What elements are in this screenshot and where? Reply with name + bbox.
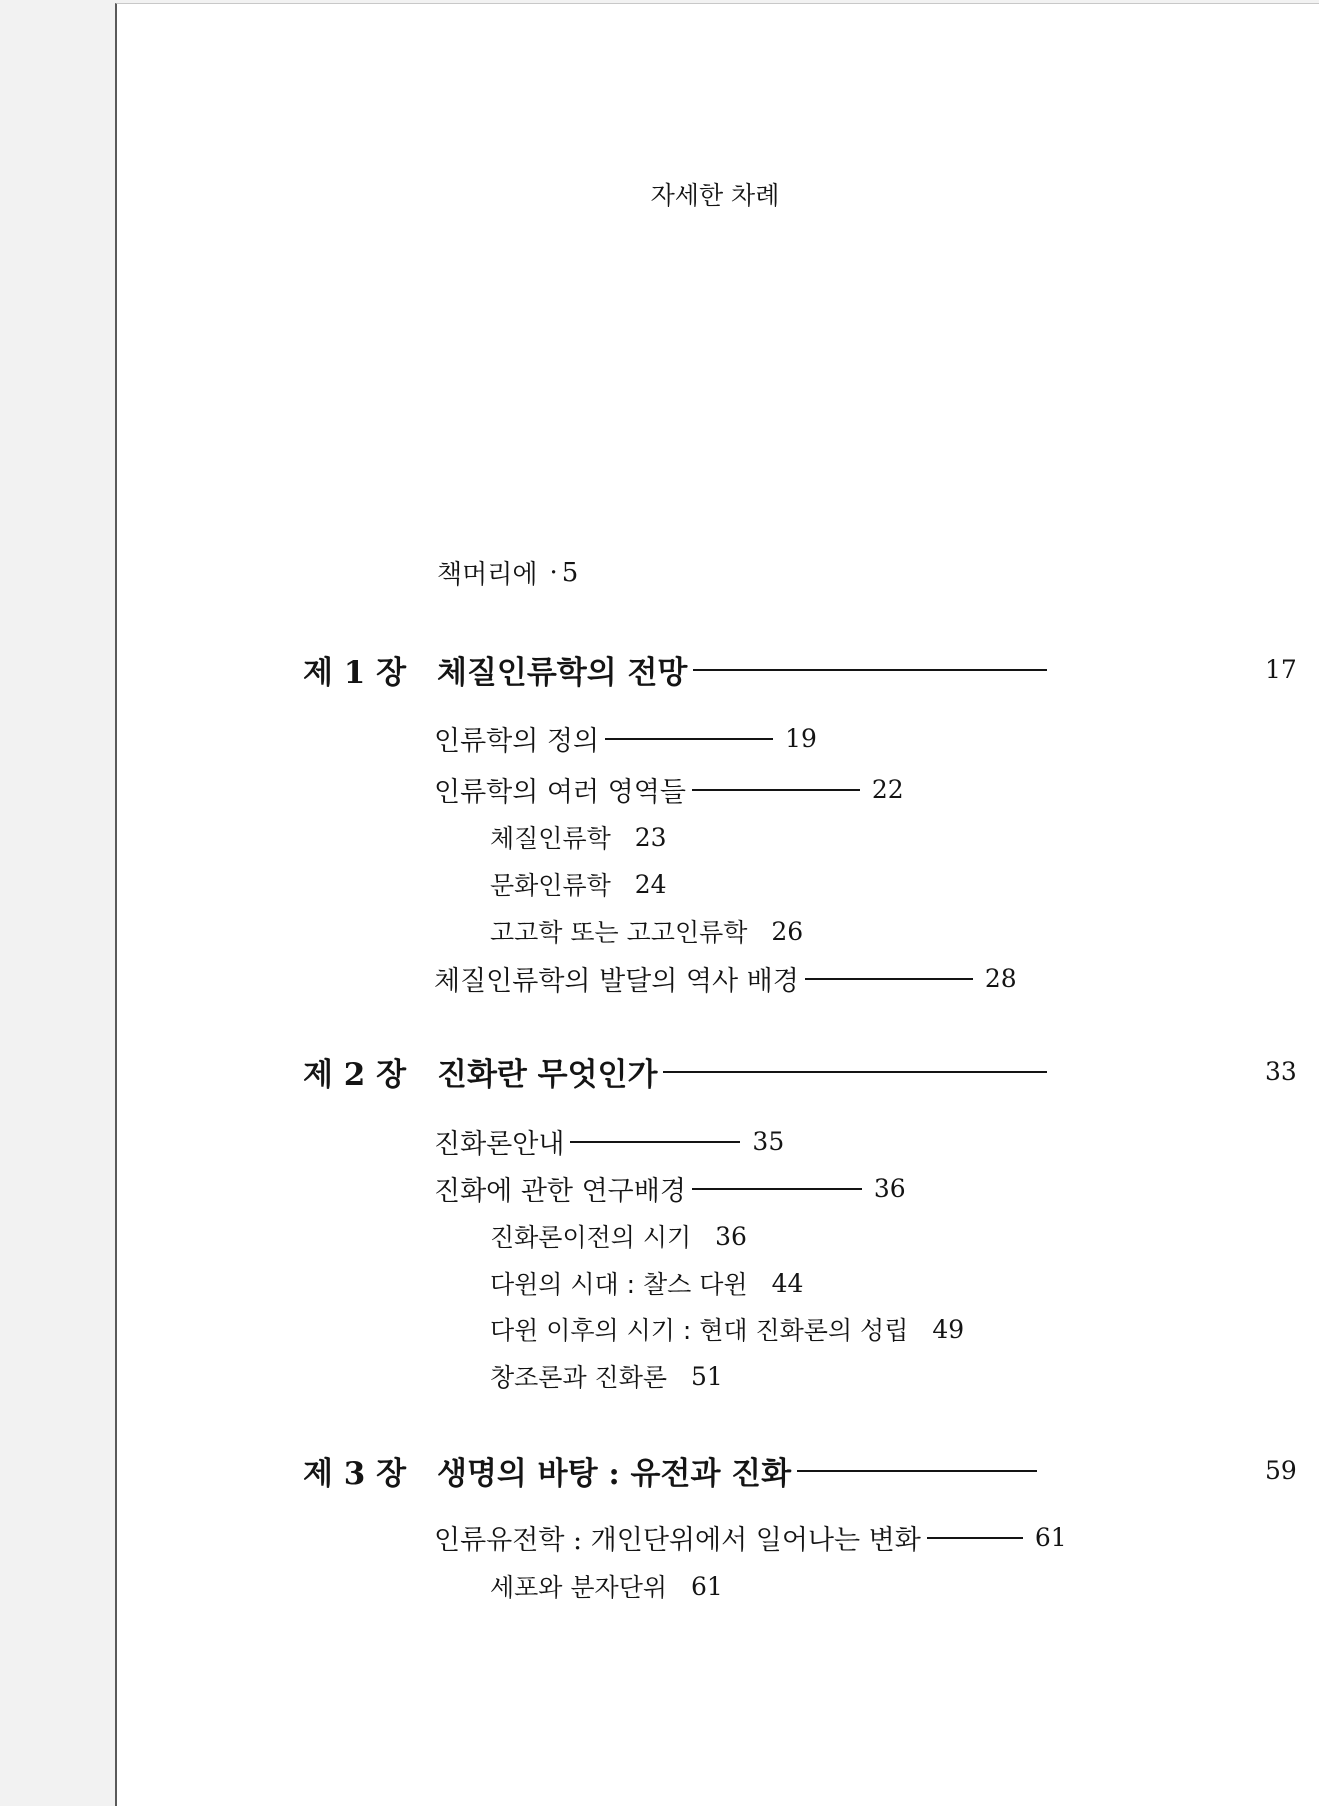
toc-preface [437,554,578,591]
subsection-page: 36 [715,1221,747,1251]
subsection-page: 26 [771,916,804,946]
toc-chapter-1 [303,647,1297,692]
toc-section [434,719,817,758]
toc-chapter-2 [303,1049,1297,1094]
dot-leader [927,1537,1023,1539]
toc-subsection [490,1311,964,1347]
book-page [115,3,1319,1806]
dot-leader [693,669,1047,671]
chapter-page: 33 [1265,1057,1297,1086]
dot-leader [570,1141,740,1143]
section-page: 19 [785,724,817,753]
chapter-label: 제 1 장 [303,655,407,691]
section-page: 36 [873,1174,906,1203]
chapter-label: 제 2 장 [303,1057,407,1093]
subsection-page: 61 [691,1571,723,1601]
dot-leader [797,1470,1037,1472]
subsection-title: 다윈의 시대 : 찰스 다윈 [490,1270,748,1299]
chapter-title: 진화란 무엇인가 [437,1057,658,1093]
toc-chapter-3 [303,1448,1297,1493]
toc-subsection [490,1218,747,1254]
toc-section [434,1169,906,1208]
dot-leader [663,1071,1047,1073]
section-title: 진화론안내 [434,1129,565,1160]
section-page: 61 [1034,1523,1067,1552]
chapter-title: 생명의 바탕 : 유전과 진화 [437,1456,792,1492]
subsection-page: 44 [771,1268,804,1298]
subsection-page: 23 [634,822,667,852]
dot-leader [692,1188,862,1190]
subsection-page: 24 [634,869,667,899]
preface-page: 5 [561,557,579,588]
preface-title: 책머리에 [437,560,538,590]
subsection-title: 세포와 분자단위 [490,1573,667,1602]
page-title: 자세한 차례 [650,181,780,210]
toc-subsection [490,866,667,902]
chapter-title: 체질인류학의 전망 [437,655,688,691]
chapter-page: 59 [1265,1456,1297,1485]
chapter-label: 제 3 장 [303,1456,407,1492]
section-page: 28 [984,964,1017,993]
toc-subsection [490,913,803,949]
subsection-title: 문화인류학 [490,871,611,900]
subsection-title: 창조론과 진화론 [490,1363,667,1392]
toc-subsection [490,1358,723,1394]
preface-separator: · [549,557,558,588]
section-title: 체질인류학의 발달의 역사 배경 [434,966,799,997]
section-title: 인류학의 정의 [434,726,600,757]
section-title: 인류학의 여러 영역들 [434,777,686,808]
toc-section [434,959,1017,998]
toc-section [434,1518,1067,1557]
subsection-title: 체질인류학 [490,824,611,853]
section-page: 22 [871,775,904,804]
toc-section [434,1122,784,1161]
section-page: 35 [752,1127,785,1156]
section-title: 진화에 관한 연구배경 [434,1176,686,1207]
chapter-page: 17 [1265,655,1297,684]
subsection-title: 다윈 이후의 시기 : 현대 진화론의 성립 [490,1316,909,1345]
subsection-page: 49 [932,1314,965,1344]
toc-section [434,770,904,809]
subsection-title: 진화론이전의 시기 [490,1223,692,1252]
toc-subsection [490,1568,723,1604]
toc-subsection [490,1265,803,1301]
section-title: 인류유전학 : 개인단위에서 일어나는 변화 [434,1525,921,1556]
subsection-title: 고고학 또는 고고인류학 [490,918,748,947]
dot-leader [805,978,973,980]
subsection-page: 51 [691,1361,723,1391]
toc-subsection [490,819,667,855]
dot-leader [692,789,860,791]
dot-leader [605,738,773,740]
